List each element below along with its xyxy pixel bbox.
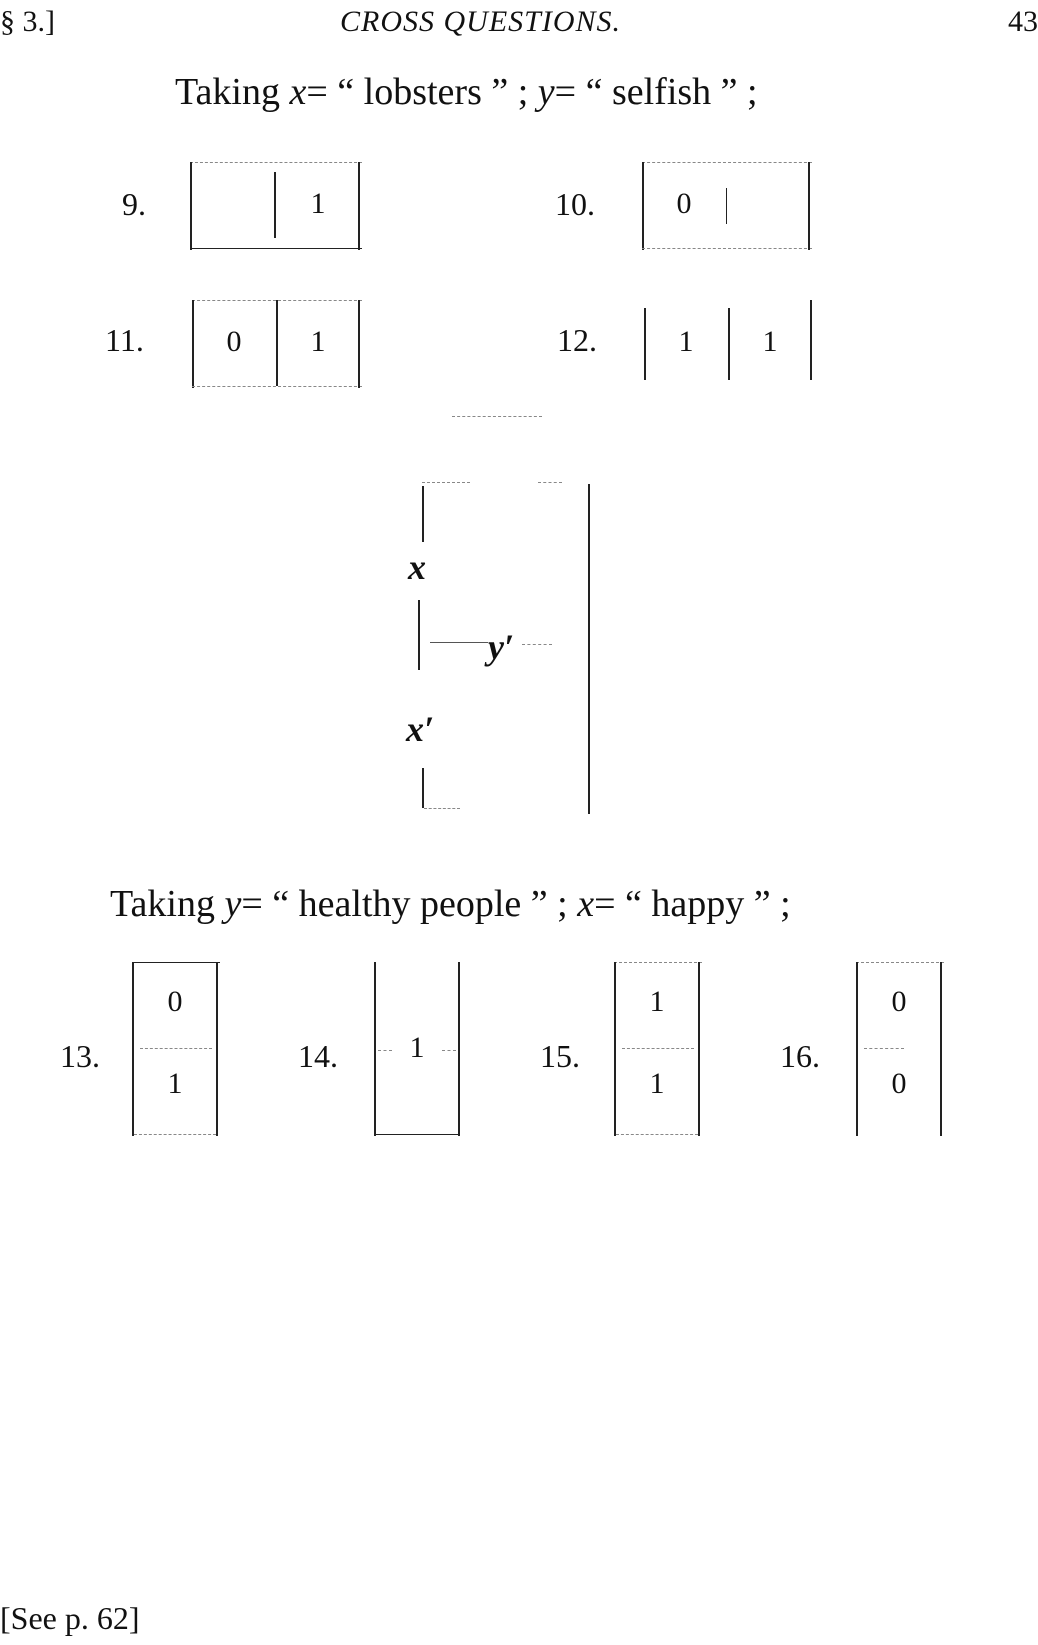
cell-left: 1 xyxy=(678,325,694,358)
intro-definition: = “ lobsters ” ; xyxy=(306,71,529,113)
cell-bottom: 0 xyxy=(891,1067,907,1100)
half-diagram xyxy=(642,162,812,250)
section-marker: § 3.] xyxy=(0,5,55,38)
diagram-number: 16. xyxy=(780,1038,820,1074)
cell-bottom: 1 xyxy=(167,1067,183,1100)
intro-definition: = “ selfish ” ; xyxy=(554,71,758,113)
cell-top: 1 xyxy=(649,985,665,1018)
intro-prefix: Taking xyxy=(110,883,215,925)
half-diagram xyxy=(192,300,362,388)
x-prime-label: x′ xyxy=(406,709,435,749)
diagram-number: 12. xyxy=(557,322,597,358)
cell-right: 1 xyxy=(762,325,778,358)
intro-definition: = “ happy ” ; xyxy=(594,883,791,925)
diagram-number: 10. xyxy=(555,186,595,222)
cell-right: 1 xyxy=(310,325,326,358)
footer-reference: [See p. 62] xyxy=(0,1600,140,1636)
half-diagram xyxy=(614,962,702,1136)
diagram-number: 14. xyxy=(298,1038,338,1074)
page-title: CROSS QUESTIONS. xyxy=(340,5,622,38)
diagram-number: 15. xyxy=(540,1038,580,1074)
x-label: x xyxy=(408,547,426,587)
intro-prefix: Taking xyxy=(175,71,280,113)
cell-left: 0 xyxy=(676,187,692,220)
half-diagram xyxy=(190,162,362,250)
half-diagram xyxy=(132,962,220,1136)
diagram-number: 11. xyxy=(105,322,144,358)
cell-middle: 1 xyxy=(409,1031,425,1064)
cell-top: 0 xyxy=(891,985,907,1018)
half-diagram xyxy=(644,300,814,388)
intro-variable: y xyxy=(537,71,555,113)
half-diagram xyxy=(374,962,462,1136)
cell-bottom: 1 xyxy=(649,1067,665,1100)
intro-variable: x xyxy=(289,71,307,113)
cell-left: 0 xyxy=(226,325,242,358)
page-number: 43 xyxy=(1008,5,1038,38)
intro-variable: y xyxy=(224,883,242,925)
half-diagram xyxy=(856,962,944,1136)
intro-line-1 xyxy=(175,70,758,114)
cell-top: 0 xyxy=(167,985,183,1018)
y-prime-label: y′ xyxy=(488,627,515,667)
intro-definition: = “ healthy people ” ; xyxy=(241,883,568,925)
key-diagram xyxy=(400,478,600,818)
diagram-number: 13. xyxy=(60,1038,100,1074)
intro-line-2 xyxy=(110,882,791,926)
section-divider xyxy=(452,416,542,417)
diagram-number: 9. xyxy=(122,186,146,222)
cell-right: 1 xyxy=(310,187,326,220)
intro-variable: x xyxy=(577,883,595,925)
